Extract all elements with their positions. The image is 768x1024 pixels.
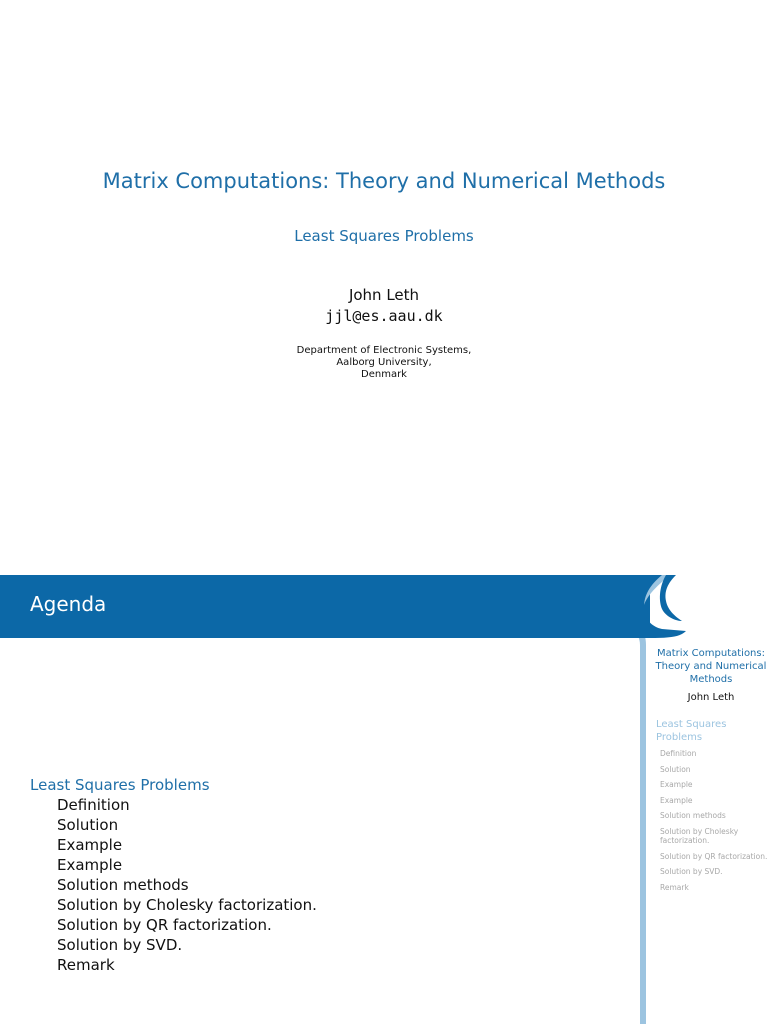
- sidebar-title[interactable]: Matrix Computations: Theory and Numerical Methods: [655, 648, 767, 685]
- institution-line: Denmark: [361, 369, 407, 380]
- agenda-item[interactable]: Solution by SVD.: [57, 936, 183, 954]
- sidebar-section[interactable]: Least Squares Problems: [656, 719, 727, 743]
- agenda-item[interactable]: Solution methods: [57, 876, 189, 894]
- sidebar-author: John Leth: [687, 692, 735, 703]
- agenda-item[interactable]: Definition: [57, 796, 130, 814]
- sidebar-item[interactable]: Example: [660, 795, 693, 805]
- sidebar-item[interactable]: Solution by QR factorization.: [660, 851, 768, 861]
- sidebar-item[interactable]: Example: [660, 780, 693, 789]
- navigation-sidebar: [650, 647, 768, 898]
- sidebar-item[interactable]: Solution: [660, 764, 691, 774]
- institution-line: Department of Electronic Systems,: [296, 345, 472, 356]
- agenda-item[interactable]: Example: [57, 856, 123, 874]
- sidebar-item[interactable]: Definition: [660, 749, 697, 758]
- agenda-list: [30, 775, 317, 975]
- sidebar-item[interactable]: Solution by Cholesky factorization.: [660, 826, 739, 845]
- agenda-item[interactable]: Example: [57, 836, 123, 854]
- slide-heading: Agenda: [30, 592, 107, 616]
- agenda-item[interactable]: Solution: [57, 816, 119, 834]
- sidebar-item[interactable]: Remark: [660, 882, 689, 892]
- author-name: John Leth: [348, 286, 420, 304]
- agenda-slide: [0, 575, 768, 1024]
- swoosh-dark-band: [600, 575, 686, 638]
- header-bar: [0, 575, 650, 638]
- swoosh-dark-tip: [660, 575, 682, 621]
- presentation-title: Matrix Computations: Theory and Numerical Methods: [102, 169, 666, 193]
- sidebar-item[interactable]: Solution by SVD.: [660, 867, 723, 876]
- sidebar-item[interactable]: Solution methods: [660, 811, 726, 820]
- agenda-section[interactable]: Least Squares Problems: [30, 776, 210, 794]
- institution: [0, 345, 768, 381]
- presentation-subtitle: Least Squares Problems: [294, 227, 474, 245]
- sidebar-items: [660, 749, 768, 892]
- author-email: jjl@es.aau.dk: [325, 307, 443, 325]
- agenda-item[interactable]: Remark: [57, 956, 115, 974]
- agenda-item[interactable]: Solution by QR factorization.: [57, 916, 272, 934]
- agenda-item[interactable]: Solution by Cholesky factorization.: [57, 896, 317, 914]
- institution-line: Aalborg University,: [336, 357, 432, 368]
